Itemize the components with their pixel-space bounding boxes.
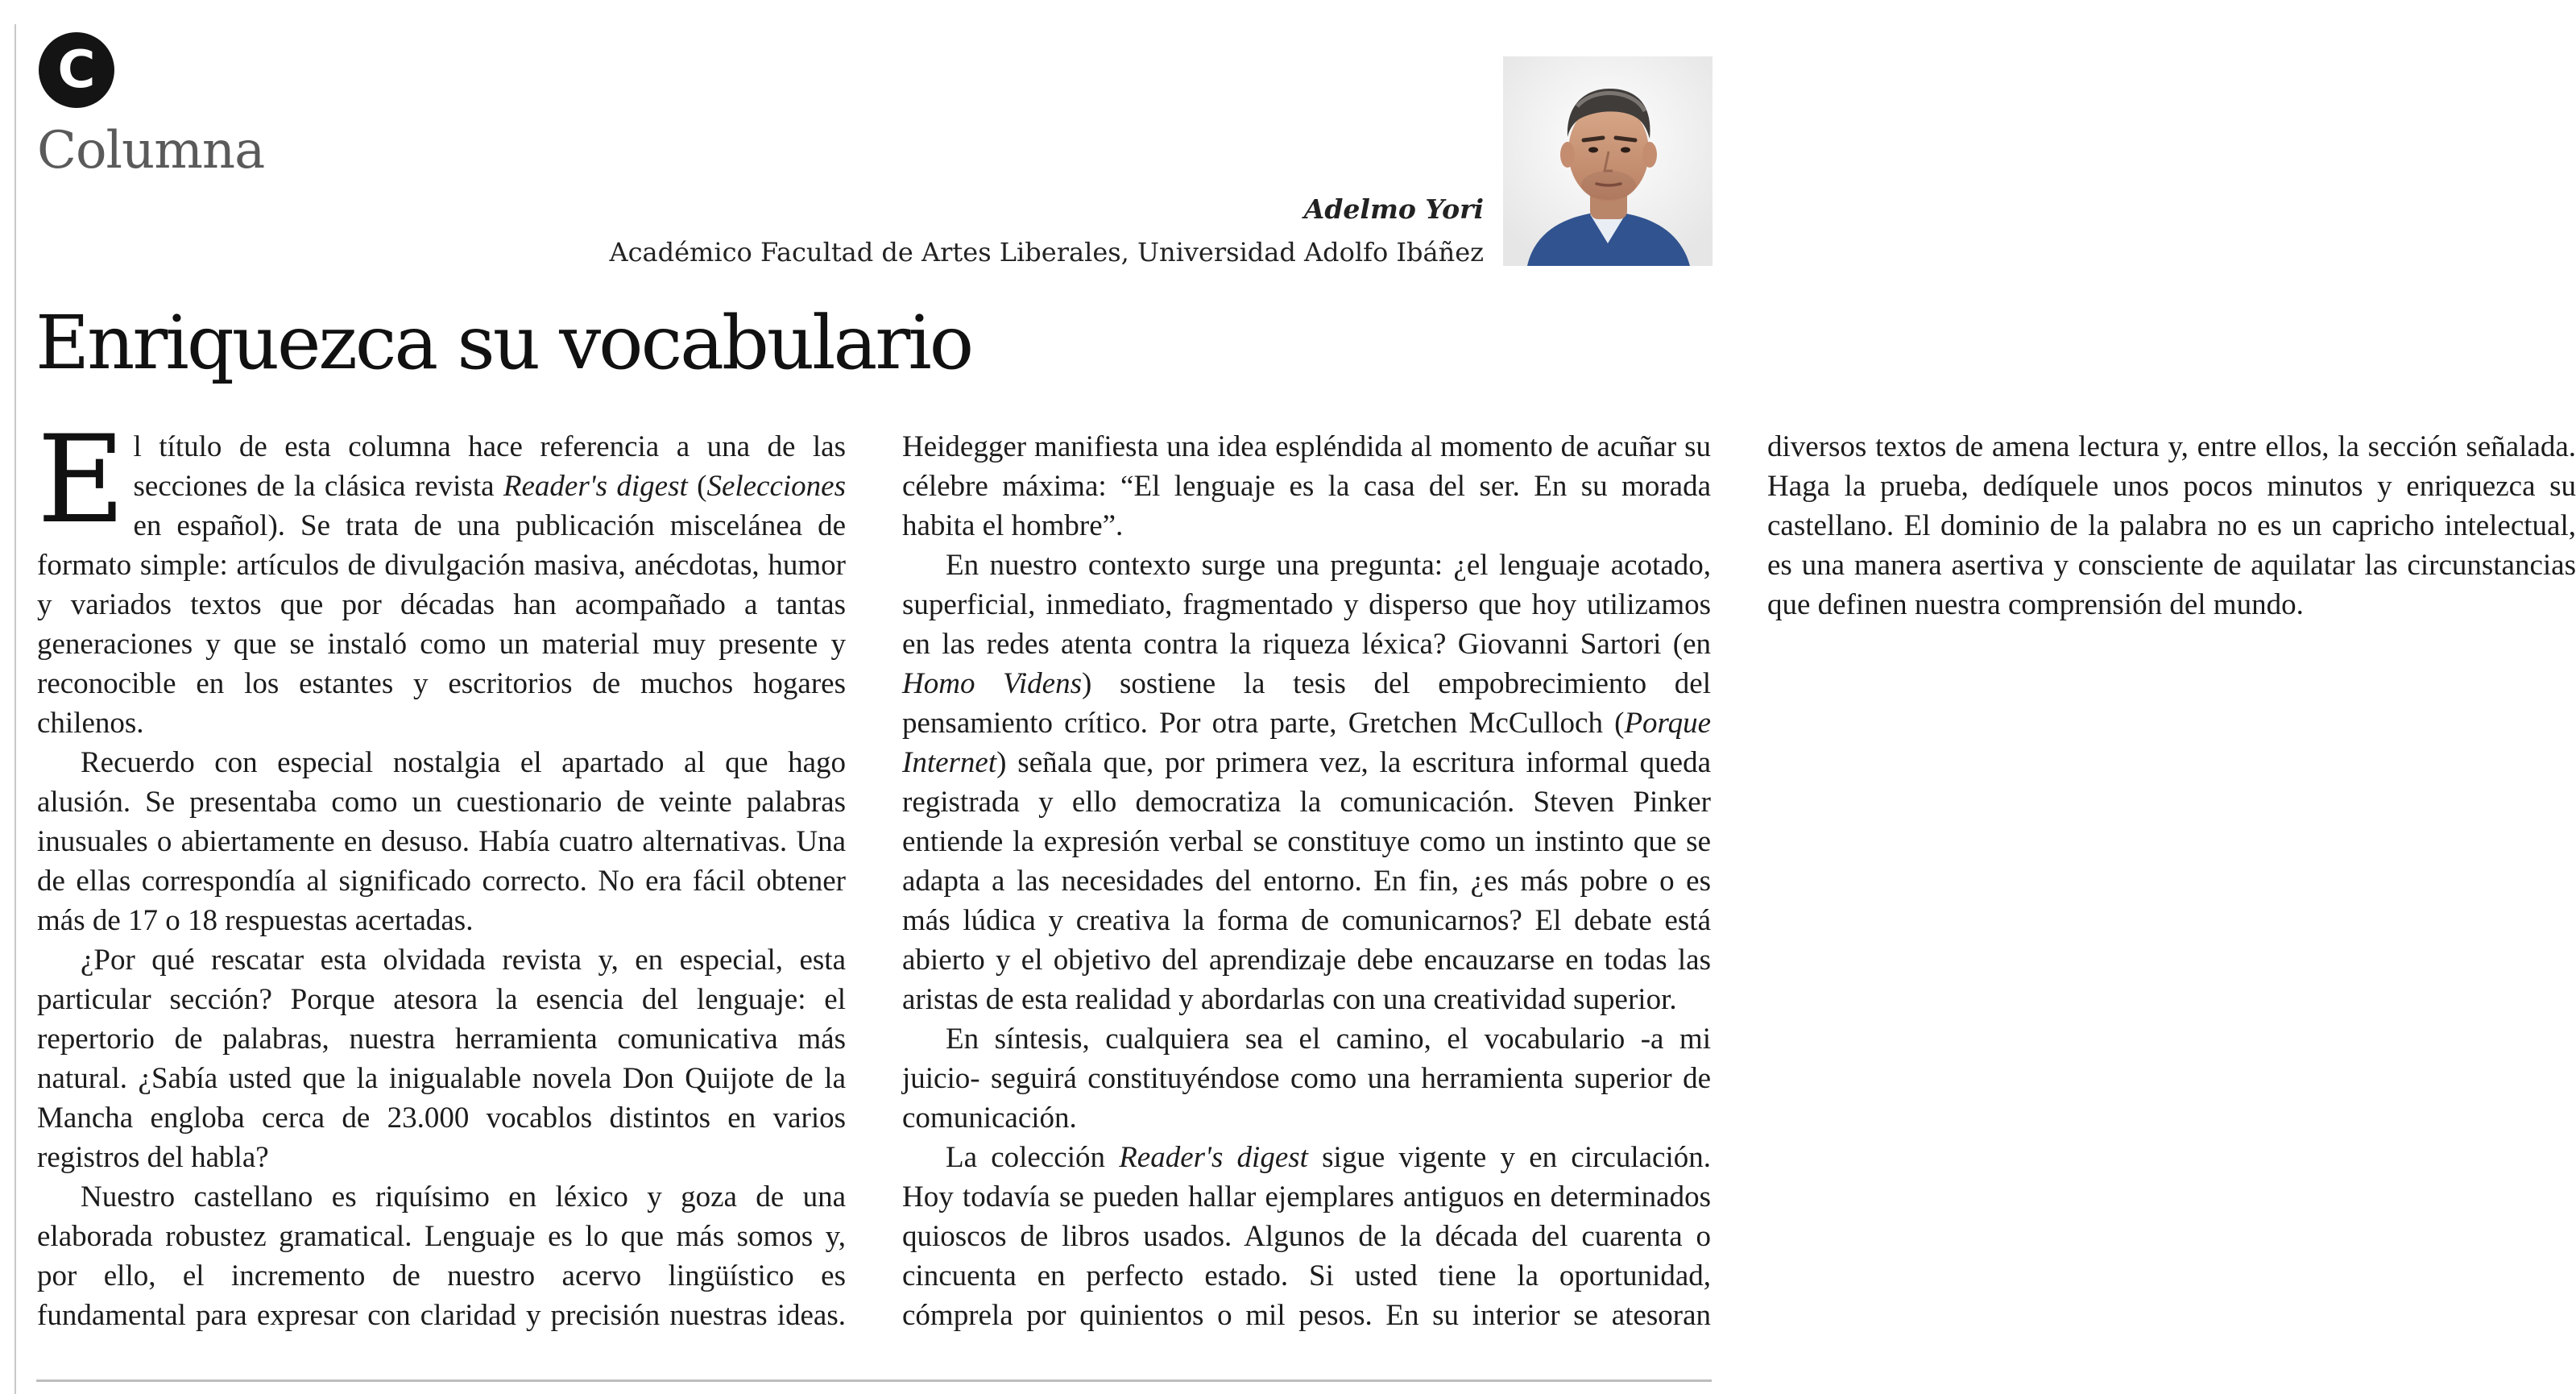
section-badge (39, 32, 114, 108)
left-column-rule (14, 24, 16, 1394)
article-paragraph (902, 546, 1711, 1019)
section-badge-letter: C (57, 40, 96, 100)
text-run: En nuestro contexto surge una pregunta: ¿el lenguaje acotado, superficial, inmediato, fragmentado y disperso que hoy utilizamos en las redes atenta contra la riqueza léxica? Giovanni Sartori (en (902, 549, 1711, 661)
italic-title-run: Reader's digest (1119, 1141, 1308, 1174)
article-body (37, 410, 2576, 1370)
text-run: En síntesis, cualquiera sea el camino, el vocabulario -a mi juicio- seguirá constituyéndose como una herramienta superior de comunicación. (902, 1023, 1711, 1135)
article-paragraph-lead (37, 410, 847, 743)
author-affiliation: Académico Facultad de Artes Liberales, Universidad Adolfo Ibáñez (609, 237, 1484, 268)
section-label: Columna (37, 121, 265, 180)
text-run: en español). Se trata de una publicación miscelánea de formato simple: artículos de divulgación masiva, anécdotas, humor y variados textos que por décadas han acompañado a tantas generaciones y que se instaló como un material muy presente y reconocible en los estantes y escritorios de muchos hogares chilenos. (37, 509, 846, 740)
article-paragraph (37, 940, 846, 1177)
text-run: ( (687, 470, 707, 503)
italic-title-run: Porque Internet (902, 707, 1711, 779)
text-run: ) señala que, por primera vez, la escritura informal queda registrada y ello democratiza la comunicación. Steven Pinker entiende la expresión verbal se constituye como un instinto que se adapta a las necesidades del entorno. En fin, ¿es más pobre o es más lúdica y creativa la forma de comunicarnos? El debate está abierto y el objetivo del aprendizaje debe encauzarse en todas las aristas de esta realidad y abordarlas con una creatividad superior. (902, 746, 1711, 1016)
text-run: Nuestro castellano es riquísimo en léxico y goza de una elaborada robustez gramatical. Lenguaje es lo que más somos y, por ello, el incremento de nuestro acervo lingüístico es fundamental para expresar con claridad y precisión nuestras ideas. Heidegger manifiesta una idea espléndida al momento de acuñar su célebre máxima: “El lenguaje es la casa del ser. En su morada habita el hombre”. (37, 430, 1711, 1332)
article-paragraph (37, 743, 846, 940)
article-paragraph (902, 1019, 1711, 1138)
text-run: ) sostiene la tesis del empobrecimiento del pensamiento crítico. Por otra parte, Gretchen McCulloch ( (902, 667, 1711, 740)
text-run: l título de esta columna hace referencia a una de las secciones de la clásica revista (133, 430, 846, 503)
text-run: La colección (946, 1141, 1120, 1174)
bottom-rule (36, 1379, 1712, 1382)
author-portrait-image (1503, 56, 1713, 266)
text-run: ¿Por qué rescatar esta olvidada revista y, en especial, esta particular sección? Porque atesora la esencia del lenguaje: el repertorio de palabras, nuestra herramienta comunicativa más natural. ¿Sabía usted que la inigualable novela Don Quijote de la Mancha engloba cerca de 23.000 vocablos distintos en varios registros del habla? (37, 944, 846, 1174)
italic-title-run: Reader's digest (503, 470, 688, 503)
text-run: sigue vigente y en circulación. Hoy todavía se pueden hallar ejemplares antiguos en determinados quioscos de libros usados. Algunos de la década del cuarenta o cincuenta en perfecto estado. Si usted tiene la oportunidad, cómprela por quinientos o mil pesos. En su interior se atesoran diversos textos de amena lectura y, entre ellos, la sección señalada. Haga la prueba, dedíquele unos pocos minutos y enriquezca su castellano. El dominio de la palabra no es un capricho intelectual, es una manera asertiva y consciente de aquilatar las circunstancias que definen nuestra comprensión del mundo. (902, 430, 2576, 1332)
article-headline: Enriquezca su vocabulario (35, 300, 972, 386)
drop-cap: E (37, 410, 126, 550)
text-run: Recuerdo con especial nostalgia el apartado al que hago alusión. Se presentaba como un cuestionario de veinte palabras inusuales o abiertamente en desuso. Había cuatro alternativas. Una de ellas correspondía al significado correcto. No era fácil obtener más de 17 o 18 respuestas acertadas. (37, 746, 846, 937)
author-photo (1503, 56, 1713, 266)
italic-title-run: Homo Videns (902, 667, 1083, 700)
author-name: Adelmo Yori (1303, 193, 1484, 225)
italic-title-run: Selecciones (706, 470, 847, 503)
